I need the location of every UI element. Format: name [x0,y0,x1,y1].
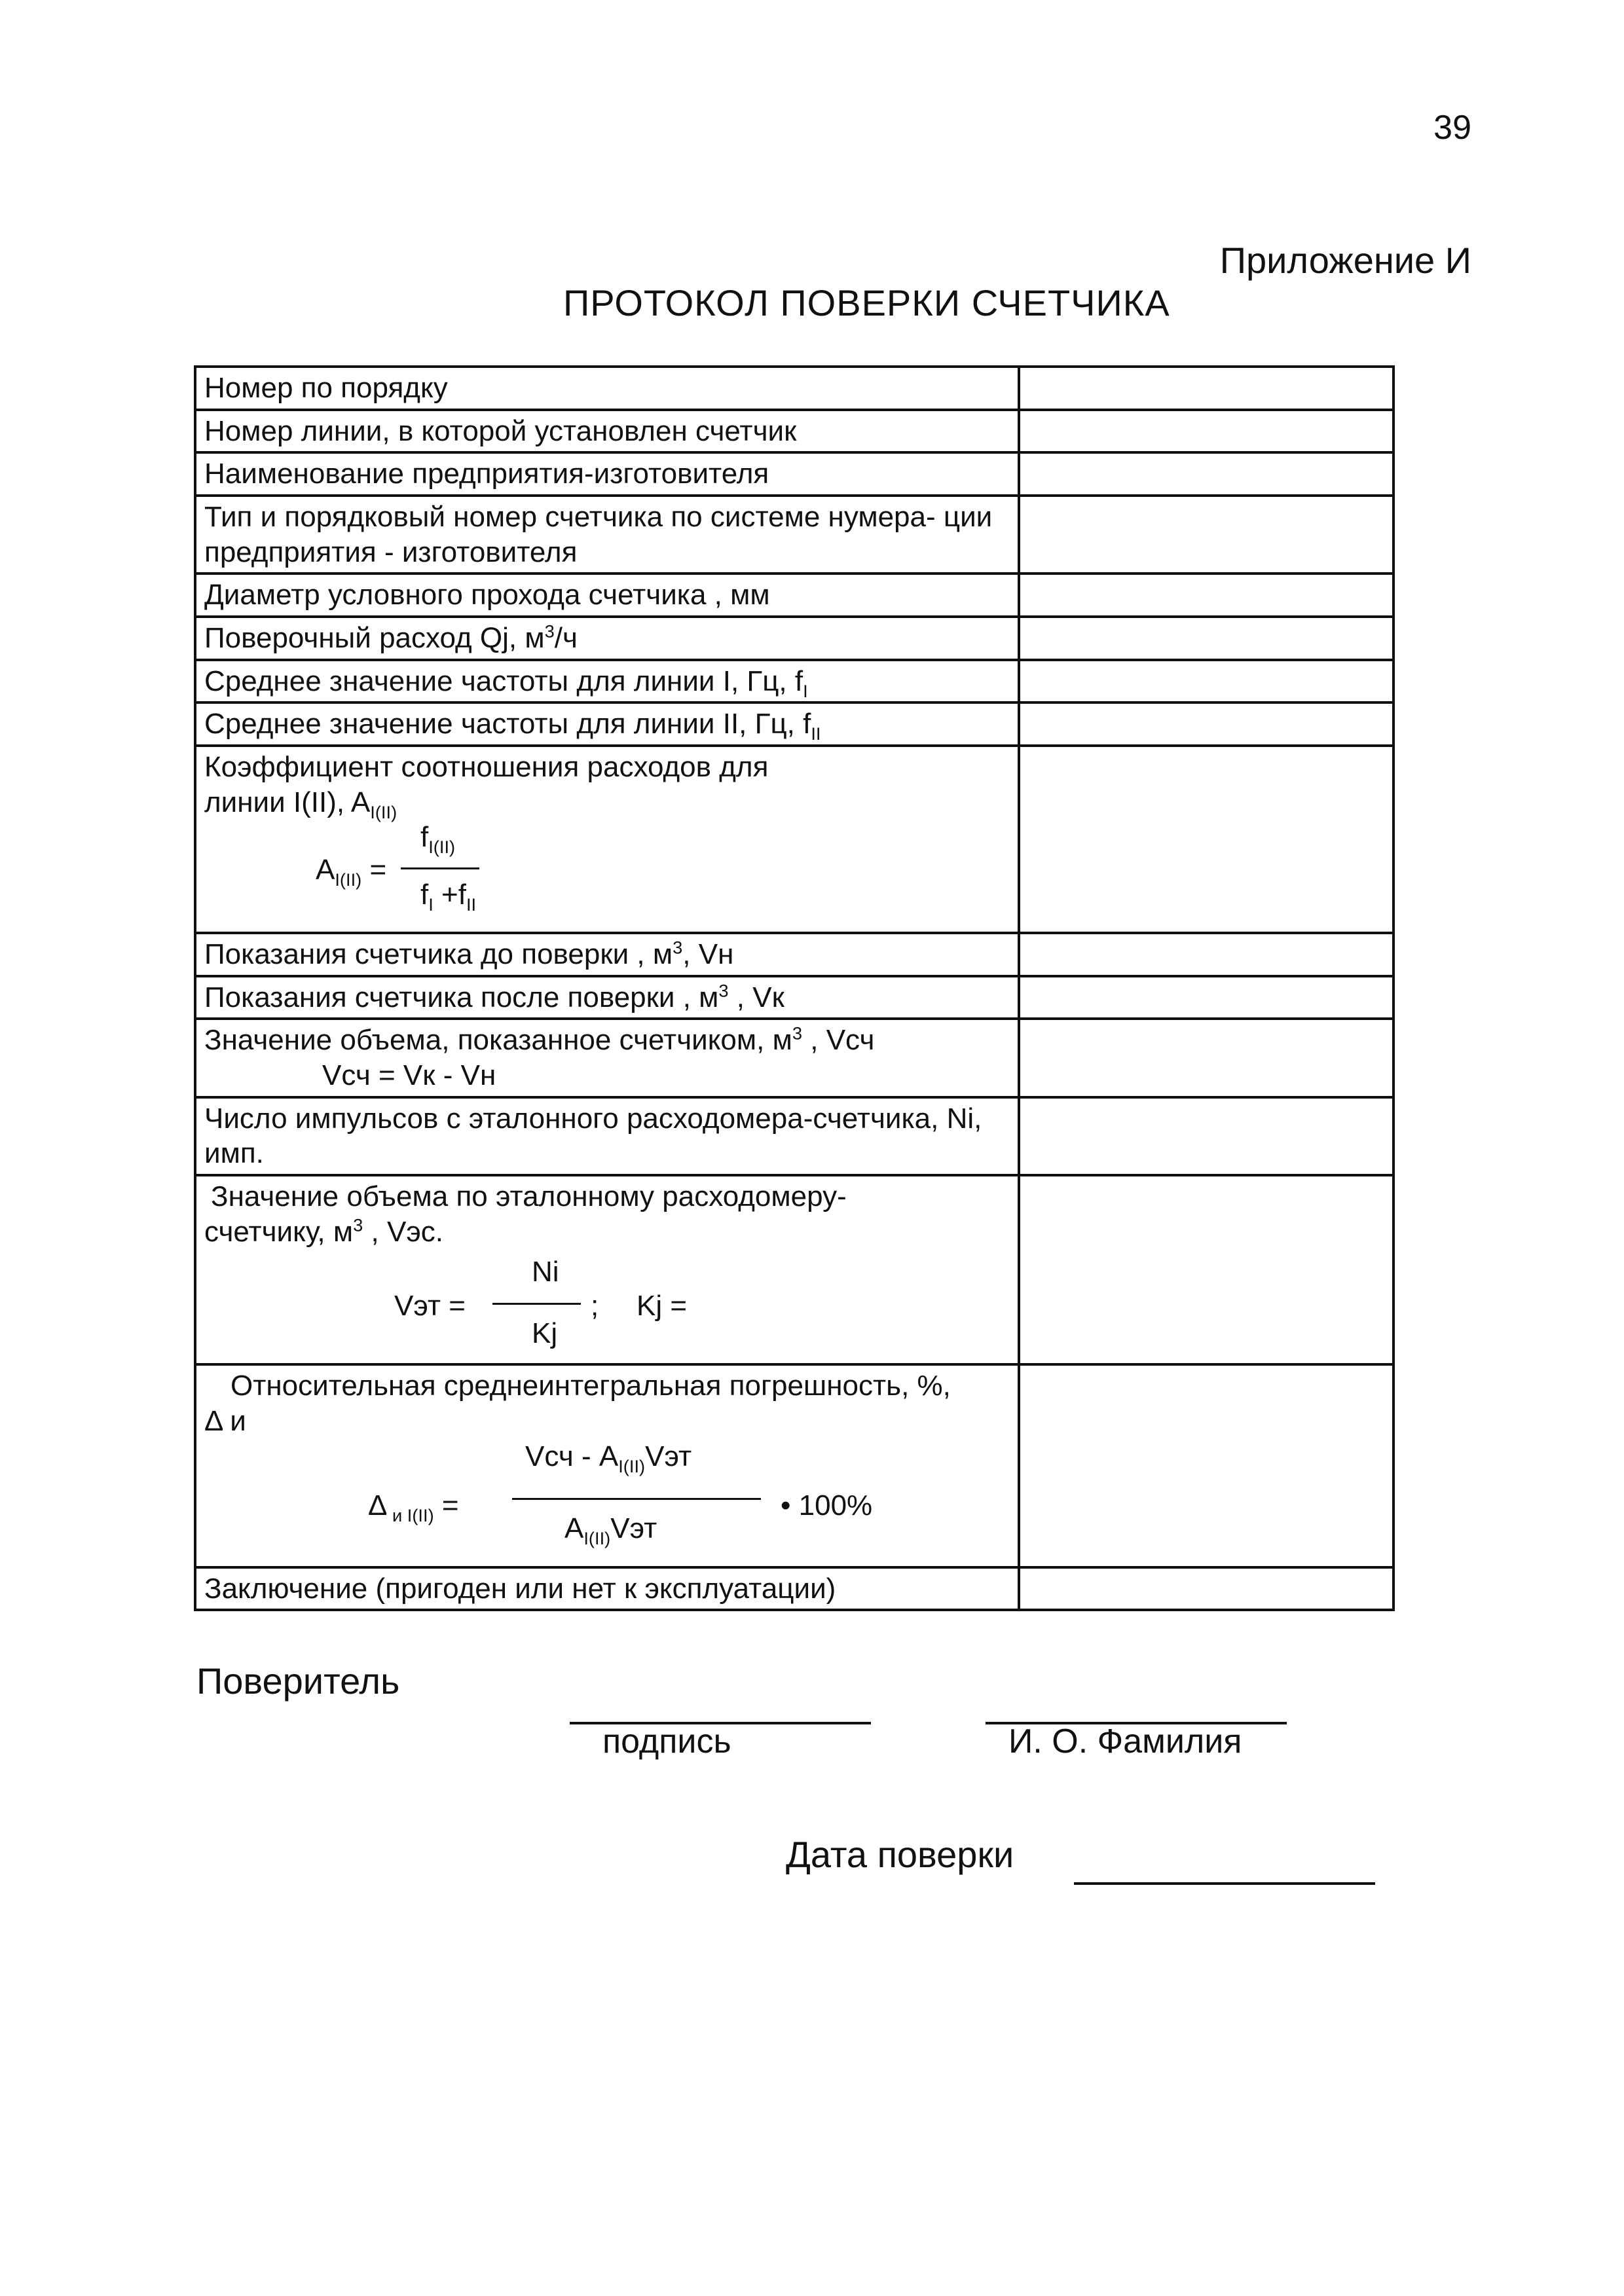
table-row [195,746,1393,933]
volume-formula [204,1249,1010,1360]
label-text: счетчику, м [204,1215,354,1248]
table-row [195,702,1393,746]
label-line [204,785,1010,820]
label-line [204,1214,1010,1250]
label-line [204,1023,1010,1058]
label-text: , Vк [728,981,784,1013]
row-value[interactable] [1019,1567,1393,1611]
formula-sub: и I(II) [387,1504,434,1525]
formula-sub: I [428,894,434,915]
label-sub: I [803,680,808,701]
row-value[interactable] [1019,976,1393,1019]
label-text: Среднее значение частоты для линии II, Гц, f [204,708,811,740]
row-label: Номер линии, в которой установлен счетчик [195,410,1019,453]
label-line: Относительная среднеинтегральная погрешность, %, [231,1370,951,1402]
row-value[interactable] [1019,1364,1393,1567]
label-line: Δ и [204,1405,246,1438]
label-text: Показания счетчика после поверки , м [204,981,719,1013]
table-row [195,496,1393,574]
table-row [195,660,1393,703]
label-text: , Vэс. [363,1215,444,1248]
formula-text: f [420,821,429,854]
formula-sub: I(II) [335,869,362,890]
label-line: Vсч = Vк - Vн [322,1059,496,1092]
row-value[interactable] [1019,933,1393,976]
page-number: 39 [1433,109,1471,147]
row-label [195,617,1019,660]
label-text: Значение объема, показанное счетчиком, м [204,1024,792,1057]
error-formula [204,1439,1010,1563]
row-value[interactable] [1019,496,1393,574]
formula-text: Vэт [610,1512,657,1544]
formula-text: A [564,1512,584,1544]
table-row [195,1364,1393,1567]
label-sup: 3 [353,1214,363,1235]
label-sup: 3 [792,1023,803,1044]
table-row [195,617,1393,660]
row-value[interactable] [1019,746,1393,933]
row-label [195,1364,1019,1567]
table-row [195,1097,1393,1175]
formula-kj: Kj = [637,1290,688,1322]
formula-sub: I(II) [618,1455,646,1476]
formula-text: Δ [368,1489,388,1522]
row-label: Диаметр условного прохода счетчика , мм [195,574,1019,617]
table-row [195,574,1393,617]
formula-separator: ; [591,1290,599,1322]
label-text: Поверочный расход Qj, м [204,622,545,655]
row-label: Наименование предприятия-изготовителя [195,452,1019,496]
row-label [195,976,1019,1019]
row-value[interactable] [1019,617,1393,660]
formula-numerator [420,820,456,858]
ratio-formula [204,820,1010,918]
row-value[interactable] [1019,660,1393,703]
formula-text: A [316,854,335,886]
date-label: Дата поверки [786,1834,1014,1875]
row-label: Тип и порядковый номер счетчика по системе нумера- ции предприятия - изготовителя [195,496,1019,574]
label-text: линии I(II), A [204,786,371,818]
table-row [195,976,1393,1019]
name-caption: И. О. Фамилия [1008,1722,1242,1760]
row-label [195,746,1019,933]
formula-text: Vсч - A [525,1440,619,1472]
table-row [195,452,1393,496]
table-row [195,367,1393,410]
table-row [195,410,1393,453]
table-row [195,1567,1393,1611]
row-value[interactable] [1019,367,1393,410]
row-label: Номер по порядку [195,367,1019,410]
label-text: Показания счетчика до поверки , м [204,938,673,971]
document-title: ПРОТОКОЛ ПОВЕРКИ СЧЕТЧИКА [563,282,1170,323]
verifier-label: Поверитель [196,1660,400,1702]
label-line: Значение объема по эталонному расходомеру- [211,1180,847,1213]
formula-text: = [434,1489,459,1522]
label-sup: 3 [718,980,729,1001]
row-value[interactable] [1019,1097,1393,1175]
formula-sub: I(II) [428,837,456,858]
protocol-table [194,365,1395,1611]
formula-denominator [564,1511,657,1546]
label-line: Коэффициент соотношения расходов для [204,751,769,784]
formula-text: = [361,854,387,886]
appendix-label: Приложение И [1219,240,1471,281]
row-value[interactable] [1019,702,1393,746]
label-sub: II [811,723,821,744]
formula-lhs: Vэт = [394,1290,466,1322]
signature-caption: подпись [602,1722,731,1760]
formula-multiplier: • 100% [781,1489,873,1522]
row-label: Число импульсов с эталонного расходомера-счетчика, Ni, имп. [195,1097,1019,1175]
fraction-bar [492,1303,581,1305]
formula-numerator [525,1439,692,1474]
date-line[interactable] [1074,1882,1375,1885]
table-row [195,1019,1393,1097]
label-sup: 3 [544,621,555,642]
label-sub: I(II) [370,801,397,822]
formula-denominator: Kj [532,1317,558,1350]
row-value[interactable] [1019,452,1393,496]
label-text: , Vн [682,938,734,971]
row-label [195,1175,1019,1364]
row-label: Заключение (пригоден или нет к эксплуатации) [195,1567,1019,1611]
row-label [195,660,1019,703]
row-value[interactable] [1019,1175,1393,1364]
formula-denominator [420,877,476,913]
row-value[interactable] [1019,410,1393,453]
label-text: , Vсч [802,1024,875,1057]
formula-lhs [316,852,386,888]
table-row [195,933,1393,976]
row-label [195,933,1019,976]
table-row [195,1175,1393,1364]
formula-text: Vэт [645,1440,692,1472]
row-value[interactable] [1019,1019,1393,1097]
fraction-bar [401,867,479,869]
formula-numerator: Ni [532,1256,559,1288]
formula-text: f [420,879,429,911]
row-label [195,1019,1019,1097]
label-text: /ч [554,622,578,655]
label-text: Среднее значение частоты для линии I, Гц, f [204,665,803,697]
formula-lhs [368,1488,459,1523]
row-value[interactable] [1019,574,1393,617]
formula-sub: II [466,894,477,915]
fraction-bar [512,1498,761,1500]
label-sup: 3 [673,937,683,958]
row-label [195,702,1019,746]
formula-sub: I(II) [583,1527,611,1548]
formula-text: +f [433,879,466,911]
